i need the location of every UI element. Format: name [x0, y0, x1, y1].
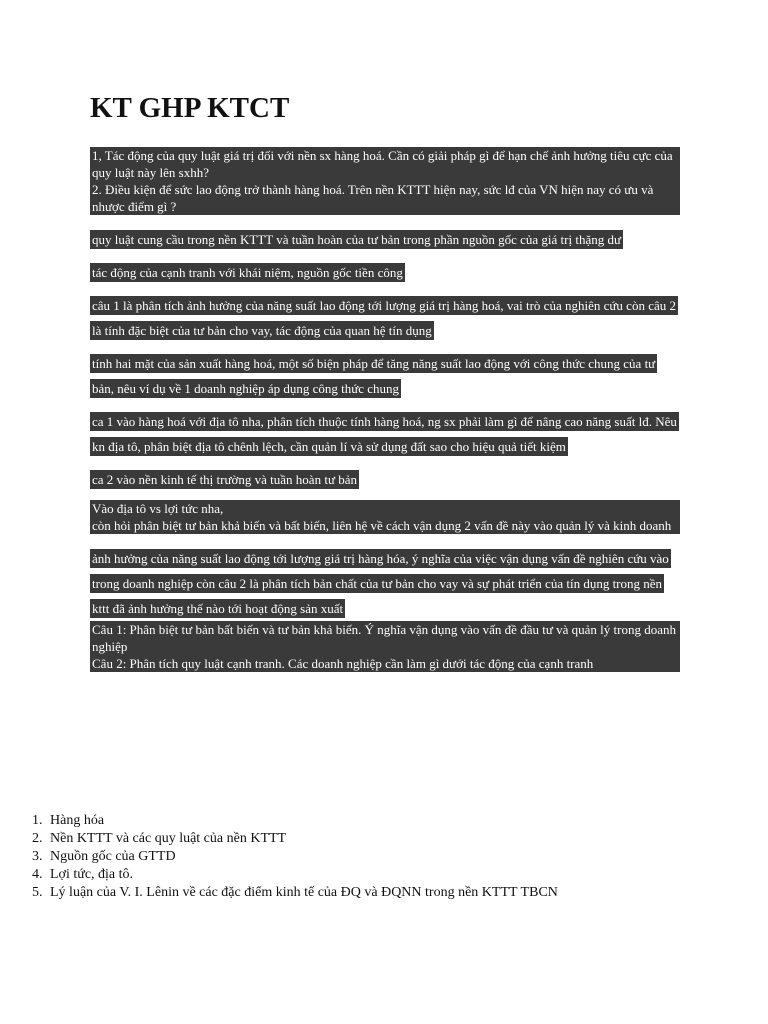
- question-box: [90, 621, 680, 672]
- highlighted-paragraph: câu 1 là phân tích ảnh hưởng của năng suất lao động tới lượng giá trị hàng hoá, vai trò của nghiên cứu còn câu 2 là tính đặc biệt của tư bản cho vay, tác động của quan hệ tín dụng: [92, 298, 676, 338]
- question-line: Vào địa tô vs lợi tức nha,: [92, 501, 224, 516]
- topic-item: 4. Lợi tức, địa tô.: [46, 866, 586, 884]
- topic-item: 1. Hàng hóa: [46, 812, 586, 830]
- highlighted-paragraph: quy luật cung cầu trong nền KTTT và tuần hoàn của tư bản trong phần nguồn gốc của giá trị thặng dư: [92, 232, 622, 247]
- topic-item: 5. Lý luận của V. I. Lênin về các đặc điểm kinh tế của ĐQ và ĐQNN trong nền KTTT TBCN: [46, 884, 586, 902]
- highlighted-paragraph: tính hai mặt của sản xuất hàng hoá, một số biện pháp để tăng năng suất lao động với công thức chung của tư bản, nêu ví dụ về 1 doanh nghiệp áp dụng công thức chung: [92, 356, 656, 396]
- highlighted-paragraph: tác động của cạnh tranh với khái niệm, nguồn gốc tiền công: [92, 265, 403, 280]
- highlighted-paragraph: ca 1 vào hàng hoá với địa tô nha, phân tích thuộc tính hàng hoá, ng sx phải làm gì để nâng cao năng suất lđ. Nêu kn địa tô, phân biệt địa tô chênh lệch, cần quản lí và sử dụng đất sao cho hiệu quả tiết kiệm: [92, 414, 677, 454]
- highlighted-paragraph: ca 2 vào nền kinh tế thị trường và tuần hoàn tư bản: [92, 472, 358, 487]
- question-blocks: [90, 147, 680, 684]
- question-box: [90, 147, 680, 215]
- highlighted-paragraph: ảnh hưởng của năng suất lao động tới lượng giá trị hàng hóa, ý nghĩa của việc vận dụng vấn đề nghiên cứu vào trong doanh nghiệp còn câu 2 là phân tích bản chất của tư bản cho vay và sự phát triển của tín dụng trong nền kttt đã ảnh hưởng thế nào tới hoạt động sản xuất: [92, 551, 669, 616]
- topic-item: 2. Nền KTTT và các quy luật của nền KTTT: [46, 830, 586, 848]
- question-line: 2. Điều kiện để sức lao động trở thành hàng hoá. Trên nền KTTT hiện nay, sức lđ của VN hiện nay có ưu và nhược điểm gì ?: [92, 182, 654, 214]
- question-line: 1, Tác động của quy luật giá trị đối với nền sx hàng hoá. Cần có giải pháp gì để hạn chế ảnh hưởng tiêu cực của quy luật này lên sxhh?: [92, 148, 673, 180]
- question-line: Câu 2: Phân tích quy luật cạnh tranh. Các doanh nghiệp cần làm gì dưới tác động của cạnh tranh: [92, 656, 594, 671]
- topic-item: 3. Nguồn gốc của GTTD: [46, 848, 586, 866]
- question-line: Câu 1: Phân biệt tư bản bất biến và tư bản khả biến. Ý nghĩa vận dụng vào vấn đề đầu tư và quản lý trong doanh nghiệp: [92, 622, 676, 654]
- question-line: còn hỏi phân biệt tư bản khả biến và bất biến, liên hệ về cách vận dụng 2 vấn đề này vào quản lý và kinh doanh: [92, 518, 672, 533]
- document-title: KT GHP KTCT: [90, 92, 290, 124]
- topic-list: [26, 812, 586, 902]
- question-box: [90, 500, 680, 534]
